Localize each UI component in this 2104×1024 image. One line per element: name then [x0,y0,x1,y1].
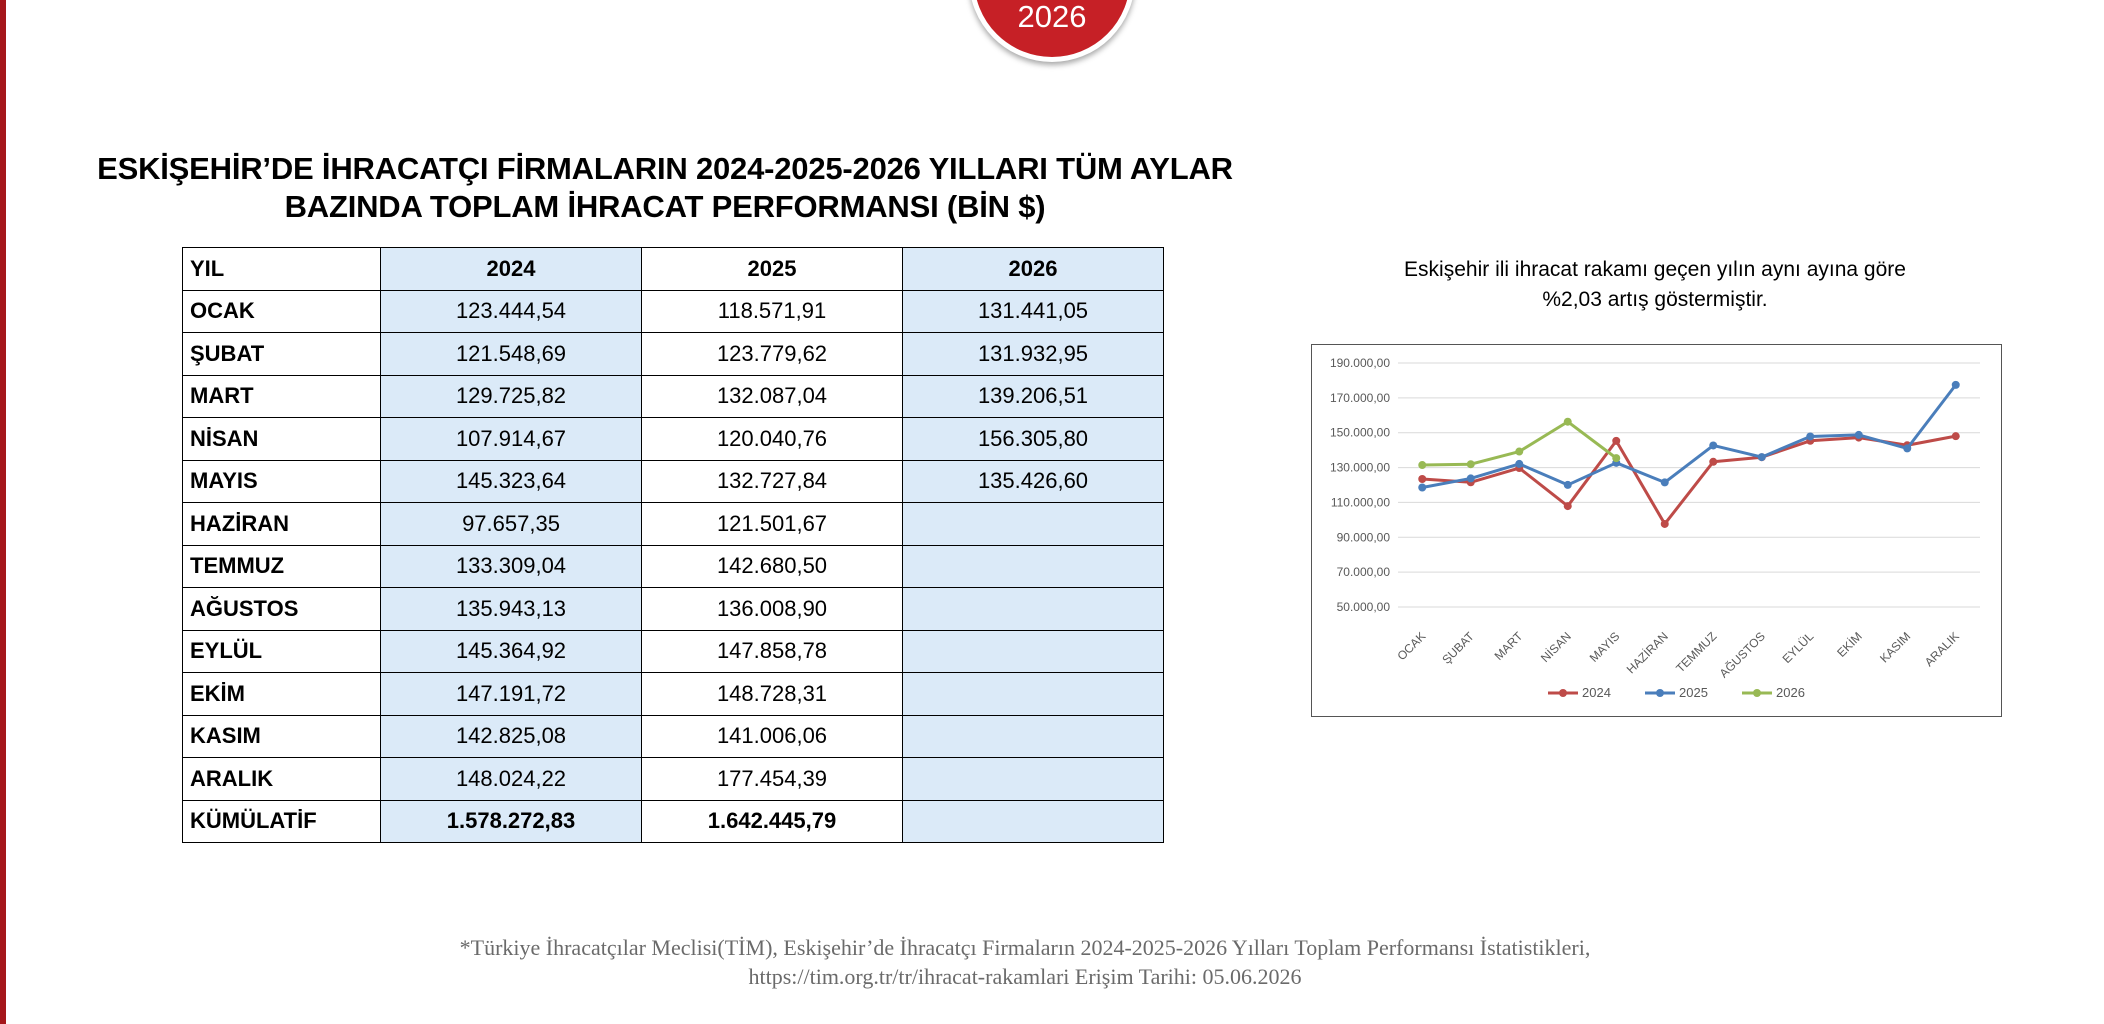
value-cell: 131.441,05 [903,290,1164,333]
data-point-2025 [1855,431,1863,439]
value-cell [903,545,1164,588]
value-cell: 132.727,84 [642,460,903,503]
increase-note-line2: %2,03 artış göstermiştir. [1542,288,1768,311]
value-cell: 177.454,39 [642,758,903,801]
increase-note-line1: Eskişehir ili ihracat rakamı geçen yılın aynı ayına göre [1404,258,1906,281]
export-table [182,247,1164,843]
data-point-2025 [1952,381,1960,389]
month-label-cell: ŞUBAT [183,333,381,376]
month-label-cell: AĞUSTOS [183,588,381,631]
value-cell: 135.943,13 [381,588,642,631]
month-label-cell: EYLÜL [183,630,381,673]
table-header-cell: YIL [183,248,381,291]
data-point-2026 [1418,461,1426,469]
legend-marker-2025 [1656,689,1664,697]
month-label-cell: TEMMUZ [183,545,381,588]
x-tick-label: HAZİRAN [1623,629,1671,677]
export-line-chart [1311,344,2002,717]
table-header-cell: 2026 [903,248,1164,291]
month-label-cell: EKİM [183,673,381,716]
table-row [183,588,1164,631]
data-point-2025 [1903,444,1911,452]
x-tick-label: ARALIK [1921,629,1962,670]
data-point-2024 [1709,458,1717,466]
month-label-cell: NİSAN [183,418,381,461]
x-tick-label: EKİM [1834,629,1865,660]
data-point-2024 [1564,502,1572,510]
value-cell: 123.444,54 [381,290,642,333]
data-point-2025 [1564,481,1572,489]
y-tick-label: 90.000,00 [1336,530,1390,545]
table-row [183,630,1164,673]
data-point-2025 [1661,478,1669,486]
value-cell: 107.914,67 [381,418,642,461]
y-tick-label: 110.000,00 [1330,495,1390,510]
y-tick-label: 70.000,00 [1336,565,1390,580]
left-edge-stripe [0,0,6,1024]
month-label-cell: KASIM [183,715,381,758]
value-cell [903,588,1164,631]
data-point-2024 [1661,520,1669,528]
value-cell: 147.858,78 [642,630,903,673]
data-point-2024 [1612,437,1620,445]
page-title-line2: BAZINDA TOPLAM İHRACAT PERFORMANSI (BİN $) [284,189,1046,224]
table-row [183,418,1164,461]
increase-note [1330,255,1980,315]
value-cell: 121.548,69 [381,333,642,376]
value-cell: 133.309,04 [381,545,642,588]
month-label-cell: MAYIS [183,460,381,503]
x-tick-label: AĞUSTOS [1716,629,1768,681]
footnote-line1: *Türkiye İhracatçılar Meclisi(TİM), Eskişehir’de İhracatçı Firmaların 2024-2025-2026 Yılları Toplam Performansı İstatistikleri, [459,935,1591,960]
data-point-2025 [1758,453,1766,461]
x-tick-label: MART [1491,629,1526,664]
month-label-cell: HAZİRAN [183,503,381,546]
value-cell [903,758,1164,801]
total-label-cell: KÜMÜLATİF [183,800,381,843]
y-tick-label: 190.000,00 [1329,356,1390,370]
chart-svg [1312,345,2003,718]
value-cell: 129.725,82 [381,375,642,418]
series-line-2026 [1422,422,1616,465]
total-value-cell: 1.642.445,79 [642,800,903,843]
value-cell: 145.323,64 [381,460,642,503]
data-point-2025 [1806,432,1814,440]
x-tick-label: MAYIS [1586,629,1623,665]
y-tick-label: 50.000,00 [1336,600,1390,614]
value-cell: 148.024,22 [381,758,642,801]
table-row [183,673,1164,716]
table-row [183,715,1164,758]
table-row [183,375,1164,418]
data-point-2026 [1564,418,1572,426]
legend-marker-2024 [1559,689,1567,697]
table-header-row [183,248,1164,291]
value-cell: 135.426,60 [903,460,1164,503]
x-tick-label: KASIM [1877,629,1914,666]
table-header-cell: 2024 [381,248,642,291]
value-cell: 123.779,62 [642,333,903,376]
value-cell: 148.728,31 [642,673,903,716]
value-cell: 132.087,04 [642,375,903,418]
page-title [80,150,1250,226]
value-cell: 131.932,95 [903,333,1164,376]
value-cell: 145.364,92 [381,630,642,673]
value-cell [903,503,1164,546]
table-row [183,545,1164,588]
table-row [183,503,1164,546]
x-tick-label: ŞUBAT [1439,629,1477,667]
table-header-cell: 2025 [642,248,903,291]
legend-marker-2026 [1753,689,1761,697]
value-cell: 147.191,72 [381,673,642,716]
year-badge [969,0,1135,62]
page-title-line1: ESKİŞEHİR’DE İHRACATÇI FİRMALARIN 2024-2025-2026 YILLARI TÜM AYLAR [97,151,1233,186]
source-footnote [300,933,1750,991]
x-tick-label: NİSAN [1538,629,1574,666]
y-tick-label: 170.000,00 [1329,390,1390,405]
data-point-2026 [1467,460,1475,468]
legend-label-2024: 2024 [1582,685,1611,700]
value-cell [903,630,1164,673]
y-tick-label: 130.000,00 [1329,460,1390,475]
table-row [183,333,1164,376]
legend-label-2025: 2025 [1679,685,1708,700]
x-tick-label: TEMMUZ [1673,629,1720,676]
data-point-2024 [1952,432,1960,440]
value-cell: 139.206,51 [903,375,1164,418]
value-cell: 156.305,80 [903,418,1164,461]
total-value-cell: 1.578.272,83 [381,800,642,843]
data-point-2026 [1515,448,1523,456]
footnote-line2: https://tim.org.tr/tr/ihracat-rakamlari Erişim Tarihi: 05.06.2026 [748,964,1302,989]
table-row [183,460,1164,503]
data-point-2024 [1418,475,1426,483]
series-line-2024 [1422,436,1956,524]
table-row [183,758,1164,801]
month-label-cell: ARALIK [183,758,381,801]
value-cell [903,715,1164,758]
x-tick-label: EYLÜL [1779,629,1817,667]
value-cell: 118.571,91 [642,290,903,333]
data-point-2025 [1709,441,1717,449]
data-point-2025 [1515,460,1523,468]
value-cell [903,673,1164,716]
x-tick-label: OCAK [1394,629,1429,664]
month-label-cell: MART [183,375,381,418]
value-cell: 141.006,06 [642,715,903,758]
month-label-cell: OCAK [183,290,381,333]
value-cell: 121.501,67 [642,503,903,546]
table-row [183,290,1164,333]
data-point-2025 [1418,483,1426,491]
value-cell: 142.825,08 [381,715,642,758]
value-cell: 120.040,76 [642,418,903,461]
table-total-row [183,800,1164,843]
value-cell: 97.657,35 [381,503,642,546]
data-point-2026 [1612,454,1620,462]
year-badge-label: 2026 [1017,0,1087,34]
data-point-2025 [1467,474,1475,482]
value-cell: 136.008,90 [642,588,903,631]
legend-label-2026: 2026 [1776,685,1805,700]
value-cell: 142.680,50 [642,545,903,588]
y-tick-label: 150.000,00 [1329,425,1390,440]
total-value-cell [903,800,1164,843]
